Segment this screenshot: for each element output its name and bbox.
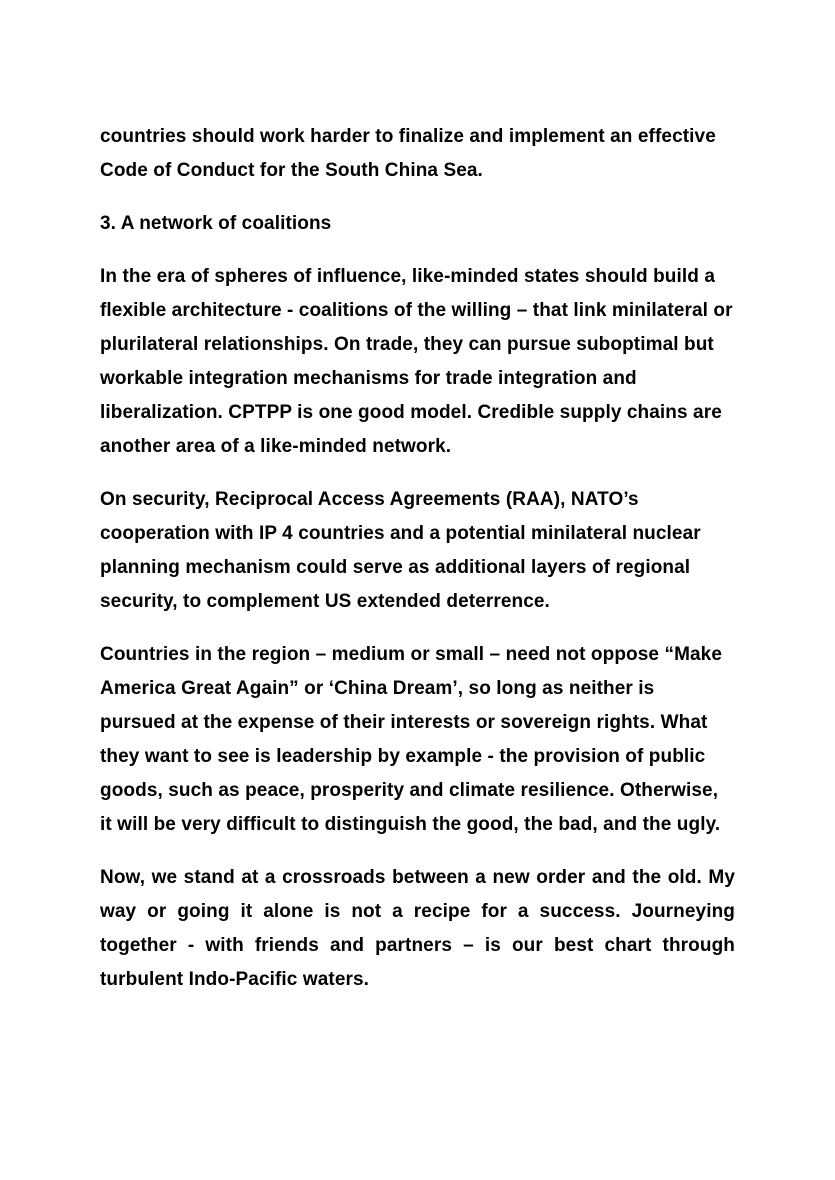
paragraph-network-of-coalitions: In the era of spheres of influence, like-minded states should build a flexible architecture - coalitions of the willing – that link minilateral or plurilateral relationships. On trade, they can pursue suboptimal but workable integration mechanisms for trade integration and liberalization. CPTPP is one good model. Credible supply chains are another area of a like-minded network. xyxy=(100,266,733,457)
paragraph-countries-region: Countries in the region – medium or small – need not oppose “Make America Great Again” or ‘China Dream’, so long as neither is pursued at the expense of their interests or sovereign rights. What they want to see is leadership by example - the provision of public goods, such as peace, prosperity and climate resilience. Otherwise, it will be very difficult to distinguish the good, the bad, and the ugly. xyxy=(100,644,722,835)
paragraph-crossroads: Now, we stand at a crossroads between a new order and the old. My way or going it alone is not a recipe for a success. Journeying together - with friends and partners – is our best chart through turbulent Indo-Pacific waters. xyxy=(100,867,735,990)
paragraph-continuation: countries should work harder to finalize and implement an effective Code of Conduct for the South China Sea. xyxy=(100,126,716,181)
section-heading: 3. A network of coalitions xyxy=(100,213,332,234)
paragraph-security: On security, Reciprocal Access Agreements (RAA), NATO’s cooperation with IP 4 countries and a potential minilateral nuclear planning mechanism could serve as additional layers of regional security, to complement US extended deterrence. xyxy=(100,489,701,612)
